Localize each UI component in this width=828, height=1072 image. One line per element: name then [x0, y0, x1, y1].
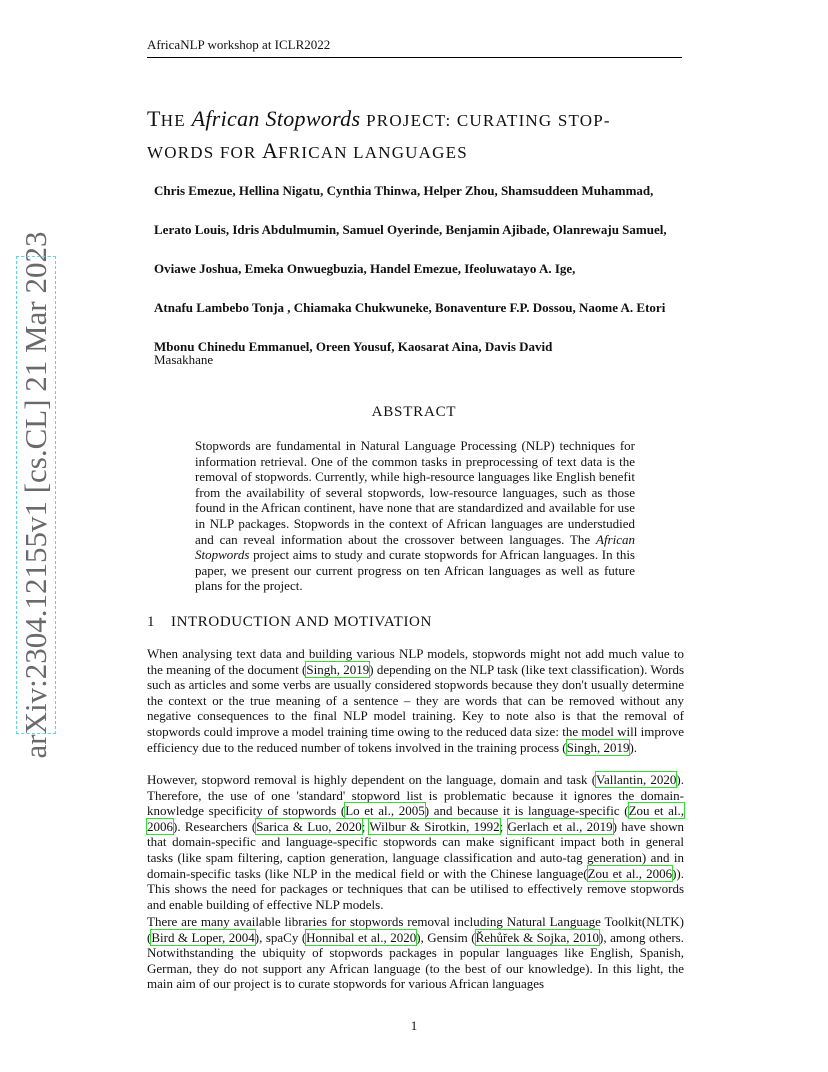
- abstract-body: [195, 438, 635, 594]
- citation-link[interactable]: Sarica & Luo, 2020: [256, 818, 362, 834]
- abstract-heading: ABSTRACT: [371, 404, 457, 420]
- title-italic: African Stopwords: [191, 106, 361, 131]
- body-text: ) and because it is language-specific (: [424, 803, 629, 819]
- citation-link[interactable]: Singh, 2019: [566, 739, 630, 755]
- arxiv-stamp[interactable]: [18, 231, 54, 759]
- section-number: 1: [147, 614, 156, 630]
- abstract-text: Stopwords are fundamental in Natural Language Processing (NLP) techniques for information retrieval. One of the common tasks in preprocessing of text data is the removal of stopwords. Currently, while high-resource languages like English benefit from the availability of several stopwords, low-resource languages, such as those found in the African continent, have none that are standardized and available for use in NLP packages. Stopwords in the context of African languages are understudied and can reveal information about the crossover between languages. The: [195, 438, 635, 547]
- title-the-cap: T: [147, 106, 161, 131]
- body-text: ), among others. Notwithstanding the ubiquity of stopwords packages in popular languages like English, Spanish, German, they do not support any African language (to the best of our knowledge). In this light, the main aim of our project is to curate stopwords for various African languages: [147, 929, 684, 992]
- paper-title: [147, 104, 687, 168]
- author-line: Oviawe Joshua, Emeka Onwuegbuzia, Handel Emezue, Ifeoluwatayo A. Ige,: [154, 261, 576, 276]
- author-line: Atnafu Lambebo Tonja , Chiamaka Chukwuneke, Bonaventure F.P. Dossou, Naome A. Etori: [154, 300, 666, 315]
- section-heading: [147, 614, 432, 631]
- paragraph-1: [147, 646, 684, 755]
- body-text: ). Researchers (: [173, 818, 257, 834]
- body-text: When analysing text data and building various NLP models, stopwords might not add much value to the meaning of the document (: [147, 646, 684, 677]
- title-line2-end: FRICAN LANGUAGES: [278, 143, 468, 162]
- body-text: ). Therefore, the use of one 'standard' stopword list is problematic because it ignores the domain-knowledge specificity of stopwords (: [147, 772, 684, 819]
- body-text: ) depending on the NLP task (like text classification). Words such as articles and some verbs are usually considered stopwords because they don't usually determine the context or the true meaning of a sentence – they are words that can be removed without any negative consequences to the final NLP model training. Key to note also is that the removal of stopwords could improve a model training time owing to the reduced data size: the model will improve efficiency due to the reduced number of tokens involved in the training process (: [147, 661, 685, 755]
- abstract-italic: African Stopwords: [195, 531, 635, 563]
- body-text: ), Gensim (: [416, 929, 476, 945]
- citation-link[interactable]: Lo et al., 2005: [345, 803, 425, 819]
- body-text: ) have shown that domain-specific and language-specific stopwords can make significant impact both in general tasks (like spam filtering, caption generation, language classification and auto-tag generation) and in domain-specific tasks (like NLP in the medical field or with the Chinese language(: [147, 818, 684, 881]
- title-line-2: [147, 136, 687, 168]
- arxiv-stamp-text: arXiv:2304.12155v1 [cs.CL] 21 Mar 2023: [18, 231, 53, 759]
- title-the-rest: HE: [160, 111, 186, 130]
- author-line: Lerato Louis, Idris Abdulmumin, Samuel Oyerinde, Benjamin Ajibade, Olanrewaju Samuel,: [154, 222, 667, 237]
- body-text: ), spaCy (: [254, 929, 307, 945]
- author-line: Mbonu Chinedu Emmanuel, Oreen Yousuf, Kaosarat Aina, Davis David: [154, 339, 553, 354]
- body-text: ).: [629, 739, 638, 755]
- citation-link[interactable]: Singh, 2019: [306, 661, 370, 677]
- citation-link[interactable]: Řehůřek & Sojka, 2010: [475, 929, 600, 945]
- page-number: 1: [410, 1018, 418, 1033]
- author-line: Chris Emezue, Hellina Nigatu, Cynthia Thinwa, Helper Zhou, Shamsuddeen Muhammad,: [154, 183, 654, 198]
- running-header: AfricaNLP workshop at ICLR2022: [147, 37, 682, 58]
- paragraph-3: [147, 914, 684, 992]
- author-list: [154, 183, 694, 378]
- citation-link[interactable]: Vallantin, 2020: [596, 772, 677, 787]
- body-text: However, stopword removal is highly dependent on the language, domain and task (: [147, 772, 597, 787]
- body-text: There are many available libraries for stopwords removal including Natural Language Toolkit(NLTK) (: [147, 914, 684, 945]
- citation-link[interactable]: Zou et al., 2006: [587, 865, 673, 881]
- title-a-cap: A: [261, 138, 279, 163]
- title-line2-start: WORDS FOR: [147, 143, 262, 162]
- affiliation: Masakhane: [154, 352, 214, 367]
- title-line1-rest: PROJECT: CURATING STOP-: [366, 111, 611, 130]
- section-title: INTRODUCTION AND MOTIVATION: [171, 614, 432, 630]
- citation-link[interactable]: Gerlach et al., 2019: [507, 818, 613, 834]
- citation-link[interactable]: Wilbur & Sirotkin, 1992: [369, 818, 500, 834]
- title-line-1: [147, 104, 687, 136]
- citation-link[interactable]: Bird & Loper, 2004: [151, 929, 255, 945]
- body-text: ;: [499, 818, 508, 834]
- citation-link[interactable]: Zou et al., 2006: [147, 803, 684, 834]
- citation-link[interactable]: Honnibal et al., 2020: [306, 929, 417, 945]
- body-text: )). This shows the need for packages or techniques that can be utilised to effectively remove stopwords and enable building of effective NLP models.: [147, 865, 684, 912]
- paragraph-2: [147, 772, 684, 912]
- body-text: ;: [361, 818, 370, 834]
- abstract-text: project aims to study and curate stopwords for African languages. In this paper, we present our current progress on ten African languages as well as future plans for the project.: [195, 547, 635, 594]
